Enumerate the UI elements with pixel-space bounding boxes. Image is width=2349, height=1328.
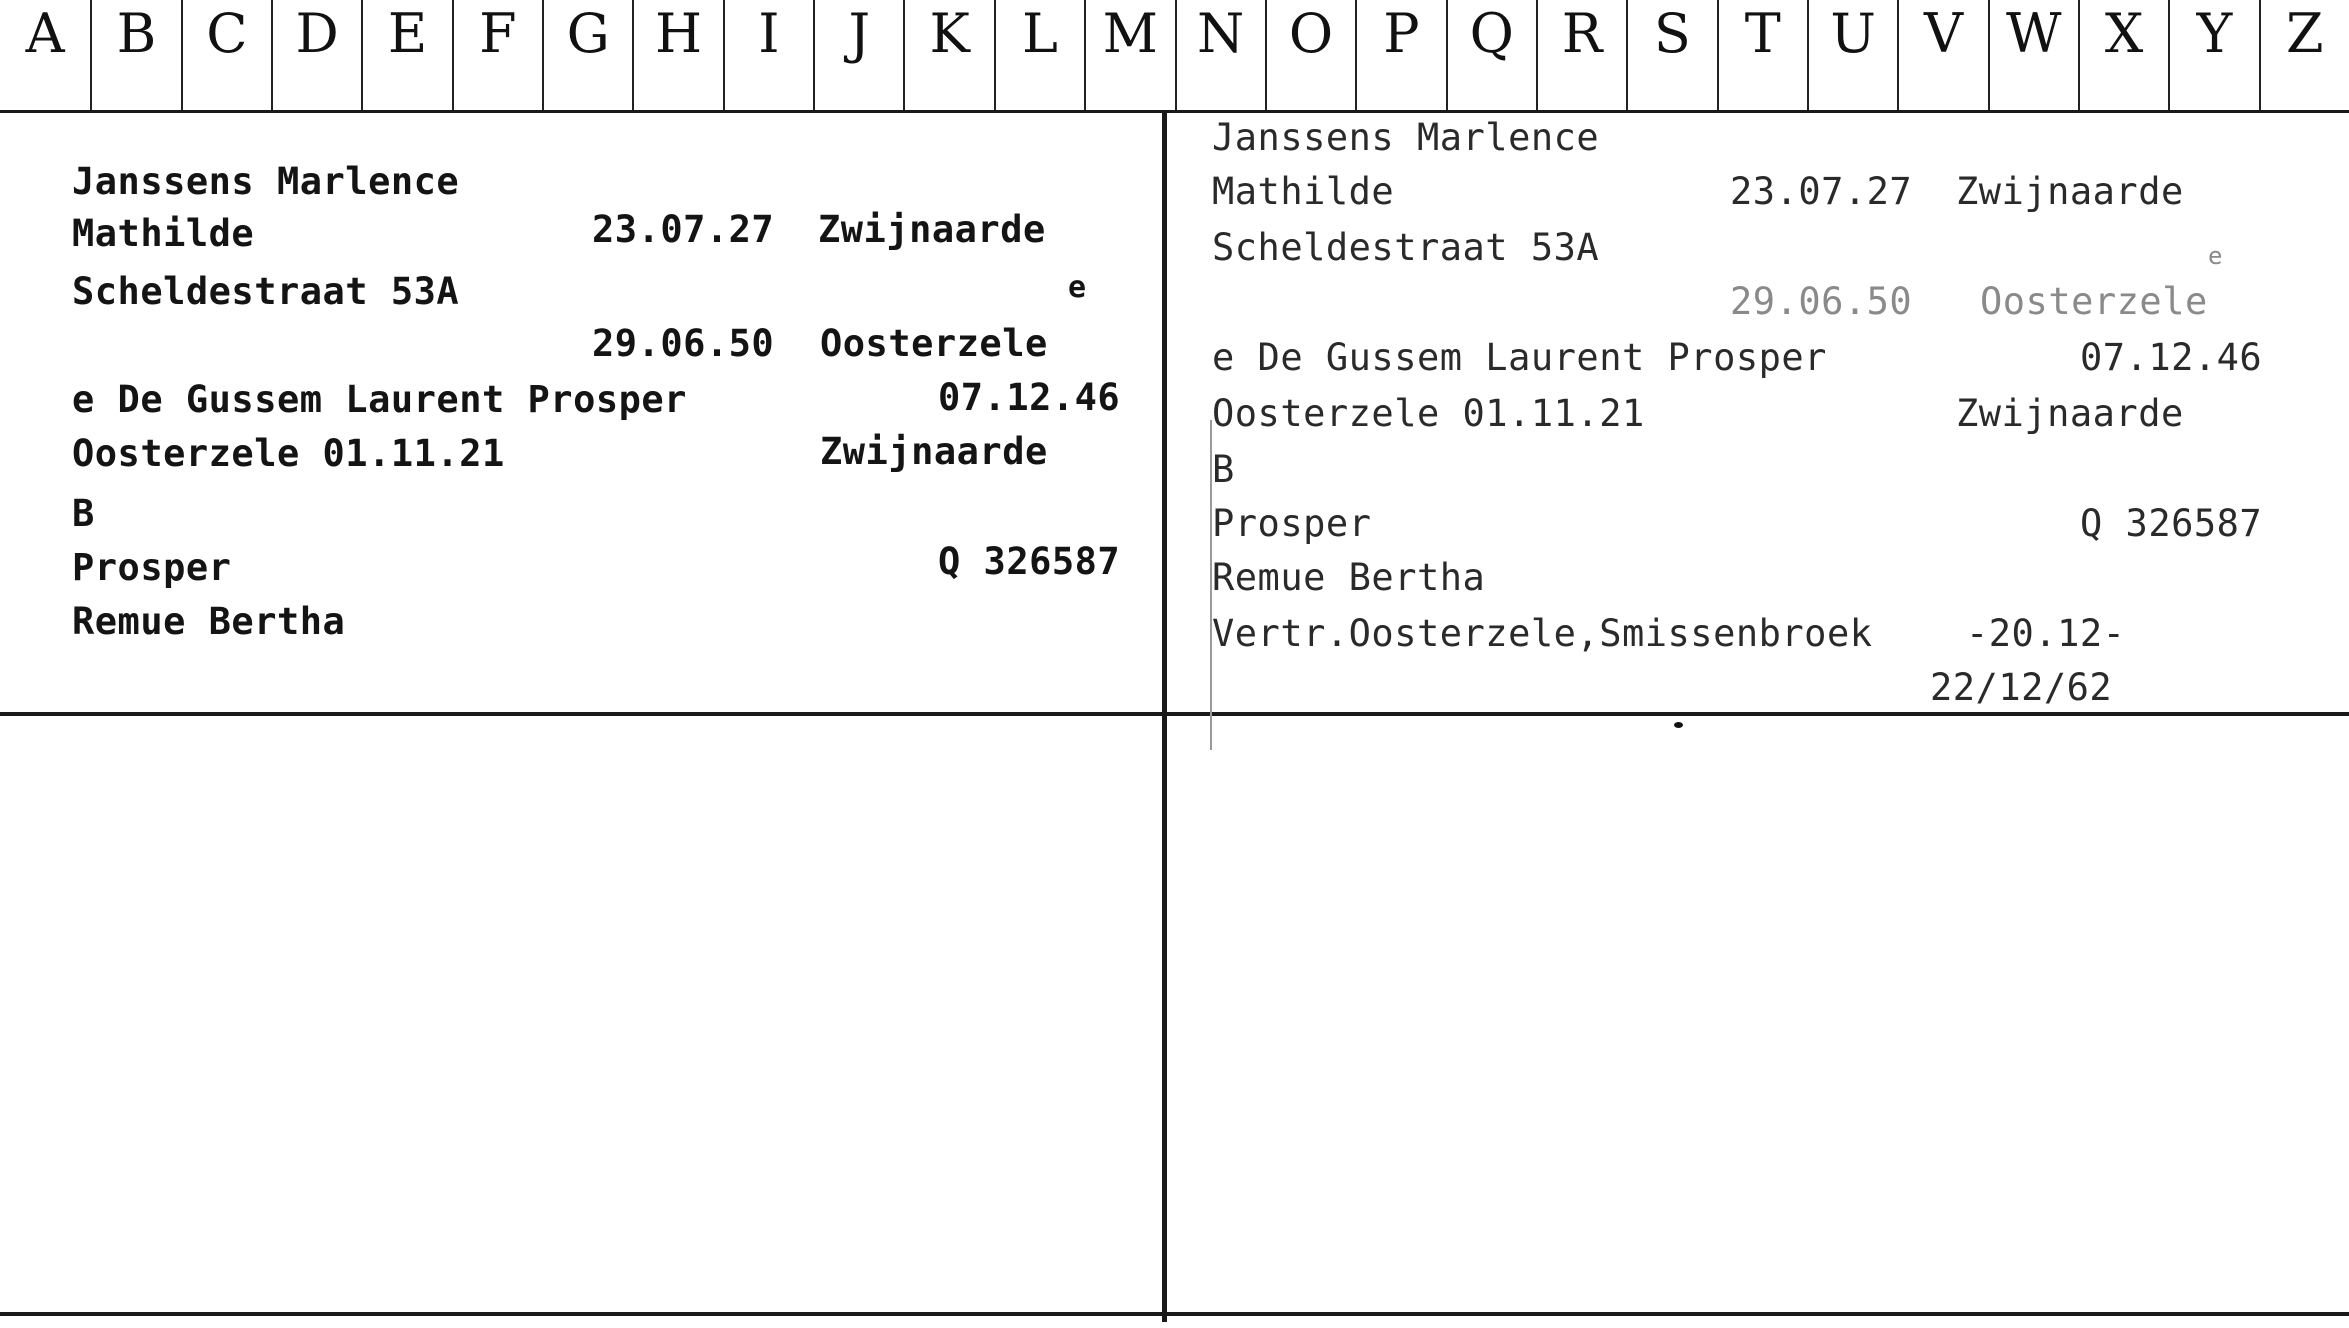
alphabet-tab-v <box>1897 0 1987 110</box>
id-number: Q 326587 <box>2080 502 2263 545</box>
alphabet-letter: C <box>206 2 248 65</box>
alphabet-tab-h <box>632 0 722 110</box>
record-date: 22/12/62 <box>1930 666 2113 709</box>
spouse-name: e De Gussem Laurent Prosper <box>1212 336 1827 379</box>
birth-place: Zwijnaarde <box>818 208 1046 251</box>
birth-date: 23.07.27 <box>1730 170 1913 213</box>
marker-e: e <box>2208 242 2223 270</box>
alphabet-tab-e <box>361 0 451 110</box>
code-b: B <box>72 492 95 535</box>
father-name: Prosper <box>72 546 232 589</box>
alphabet-letter: B <box>116 2 157 65</box>
alphabet-letter: U <box>1830 2 1876 65</box>
alphabet-tab-y <box>2168 0 2258 110</box>
alphabet-tab-f <box>452 0 542 110</box>
alphabet-tab-q <box>1446 0 1536 110</box>
alphabet-tab-k <box>903 0 993 110</box>
alphabet-letter: F <box>479 2 517 65</box>
spouse-place: Zwijnaarde <box>1956 392 2184 435</box>
birth-place: Zwijnaarde <box>1956 170 2184 213</box>
alphabet-letter: X <box>2104 2 2144 65</box>
alphabet-letter: O <box>1288 2 1334 65</box>
departure-date: -20.12- <box>1966 612 2126 655</box>
alphabet-letter: I <box>758 2 780 65</box>
alphabet-letter: K <box>929 2 970 65</box>
mother-name: Remue Bertha <box>1212 556 1486 599</box>
alphabet-tab-s <box>1626 0 1716 110</box>
alphabet-index-strip <box>0 0 2349 113</box>
bottom-rule <box>0 1312 2349 1316</box>
alphabet-tab-z <box>2259 0 2349 110</box>
alphabet-tab-j <box>813 0 903 110</box>
alphabet-letter: H <box>655 2 703 65</box>
alphabet-tab-d <box>271 0 361 110</box>
alphabet-tab-p <box>1355 0 1445 110</box>
alphabet-tab-a <box>0 0 90 110</box>
alphabet-letter: J <box>848 2 871 65</box>
alphabet-tab-t <box>1717 0 1807 110</box>
alphabet-letter: D <box>295 2 339 65</box>
ink-speck <box>1674 722 1683 728</box>
marriage-place: Oosterzele <box>820 322 1048 365</box>
id-number: Q 326587 <box>938 540 1121 583</box>
alphabet-letter: N <box>1197 2 1245 65</box>
alphabet-letter: E <box>387 2 428 65</box>
spouse-name: e De Gussem Laurent Prosper <box>72 378 687 421</box>
alphabet-letter: S <box>1653 2 1691 65</box>
street-address: Scheldestraat 53A <box>1212 226 1600 269</box>
alphabet-tab-u <box>1807 0 1897 110</box>
father-name: Prosper <box>1212 502 1372 545</box>
departure-note: Vertr.Oosterzele,Smissenbroek <box>1212 612 1873 655</box>
alphabet-letter: Z <box>2286 2 2324 65</box>
alphabet-tab-g <box>542 0 632 110</box>
spouse-place: Zwijnaarde <box>820 430 1048 473</box>
marker-e: e <box>1068 270 1087 305</box>
alphabet-tab-b <box>90 0 180 110</box>
alphabet-letter: T <box>1744 2 1781 65</box>
marriage-date: 29.06.50 <box>592 322 775 365</box>
marriage-date: 29.06.50 <box>1730 280 1913 323</box>
alphabet-letter: V <box>1923 2 1963 65</box>
alphabet-letter: A <box>25 2 65 65</box>
spouse-date: 07.12.46 <box>938 376 1121 419</box>
birth-date: 23.07.27 <box>592 208 775 251</box>
mother-name: Remue Bertha <box>72 600 346 643</box>
alphabet-tab-w <box>1988 0 2078 110</box>
alphabet-tab-r <box>1536 0 1626 110</box>
surname-given-name: Janssens Marlence <box>72 160 460 203</box>
surname-given-name: Janssens Marlence <box>1212 116 1600 159</box>
alphabet-letter: Y <box>2196 2 2233 65</box>
alphabet-tab-i <box>723 0 813 110</box>
second-name: Mathilde <box>72 212 255 255</box>
code-b: B <box>1212 448 1235 491</box>
street-address: Scheldestraat 53A <box>72 270 460 313</box>
alphabet-tab-n <box>1175 0 1265 110</box>
spouse-birth: Oosterzele 01.11.21 <box>1212 392 1645 435</box>
alphabet-letter: W <box>2006 2 2062 65</box>
alphabet-letter: R <box>1561 2 1603 65</box>
alphabet-tab-o <box>1265 0 1355 110</box>
alphabet-tab-l <box>994 0 1084 110</box>
alphabet-tab-c <box>181 0 271 110</box>
alphabet-letter: M <box>1102 2 1158 65</box>
card-row-divider <box>0 712 2349 716</box>
alphabet-tab-m <box>1084 0 1174 110</box>
alphabet-letter: L <box>1022 2 1058 65</box>
alphabet-letter: G <box>566 2 610 65</box>
spouse-birth: Oosterzele 01.11.21 <box>72 432 505 475</box>
spouse-date: 07.12.46 <box>2080 336 2263 379</box>
alphabet-letter: Q <box>1469 2 1514 65</box>
second-name: Mathilde <box>1212 170 1395 213</box>
alphabet-tab-x <box>2078 0 2168 110</box>
alphabet-letter: P <box>1383 2 1420 65</box>
card-column-divider <box>1162 112 1167 1322</box>
marriage-place: Oosterzele <box>1980 280 2208 323</box>
